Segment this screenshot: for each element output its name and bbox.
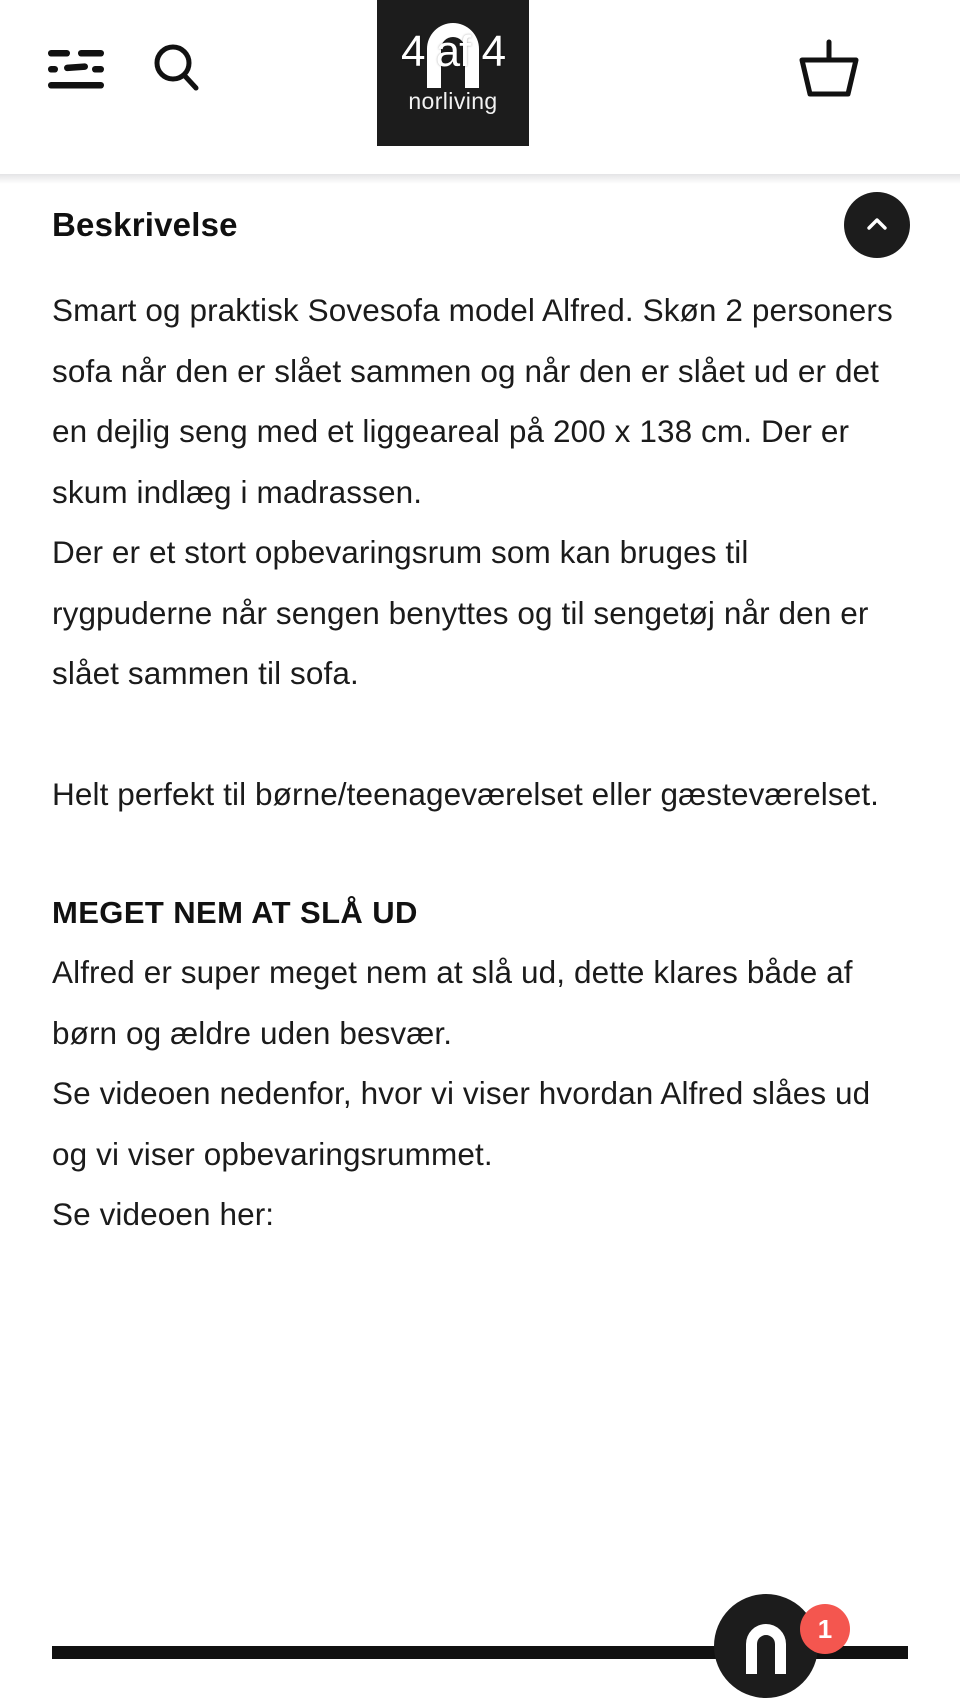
- paragraph-intro: Smart og praktisk Sovesofa model Alfred. Skøn 2 personers sofa når den er slået sammen og når den er slået ud er det en dejlig seng med et liggeareal på 200 x 138 cm. Der er skum indlæg i madrassen.: [52, 292, 893, 510]
- gallery-pager-label: 4 af 4: [400, 27, 506, 76]
- chat-unread-badge: 1: [800, 1604, 850, 1654]
- page-title: Beskrivelse: [52, 206, 238, 243]
- hamburger-menu-icon[interactable]: [44, 40, 108, 100]
- chevron-up-icon[interactable]: [844, 192, 910, 258]
- basket-glyph: [792, 36, 866, 102]
- paragraph-storage: Der er et stort opbevaringsrum som kan bruges til rygpuderne når sengen benyttes og til sengetøj når den er slået sammen til sofa.: [52, 534, 869, 691]
- site-header: [0, 0, 960, 176]
- logo-wordmark: norliving: [408, 88, 498, 114]
- shopping-basket-icon[interactable]: [792, 36, 866, 102]
- paragraph-spacer: [52, 704, 908, 764]
- header-divider: [0, 174, 960, 184]
- video-cta-label: Se videoen her:: [52, 1196, 275, 1232]
- norliving-arch-logo-icon: [418, 14, 488, 88]
- norliving-arch-chat-icon: [740, 1618, 792, 1674]
- paragraph-easy-unfold: Alfred er super meget nem at slå ud, dette klares både af børn og ældre uden besvær.: [52, 954, 853, 1051]
- description-header: [0, 184, 960, 280]
- paragraph-rooms: Helt perfekt til børne/teenageværelset eller gæsteværelset.: [52, 775, 880, 812]
- search-glyph: [146, 38, 208, 100]
- site-logo[interactable]: [377, 0, 529, 146]
- paragraph-video-intro: Se videoen nedenfor, hvor vi viser hvordan Alfred slåes ud og vi viser opbevaringsrummet.: [52, 1075, 871, 1172]
- subheading-easy-unfold: MEGET NEM AT SLÅ UD: [52, 895, 418, 930]
- chat-launcher-button[interactable]: [714, 1594, 818, 1698]
- arch-glyph: [418, 14, 488, 88]
- description-body: [0, 280, 960, 1245]
- description-panel: [0, 184, 960, 1245]
- paragraph-spacer-2: [52, 824, 908, 884]
- chevron-up-glyph: [864, 212, 890, 238]
- hamburger-menu-glyph: [44, 40, 108, 100]
- search-icon[interactable]: [146, 38, 208, 100]
